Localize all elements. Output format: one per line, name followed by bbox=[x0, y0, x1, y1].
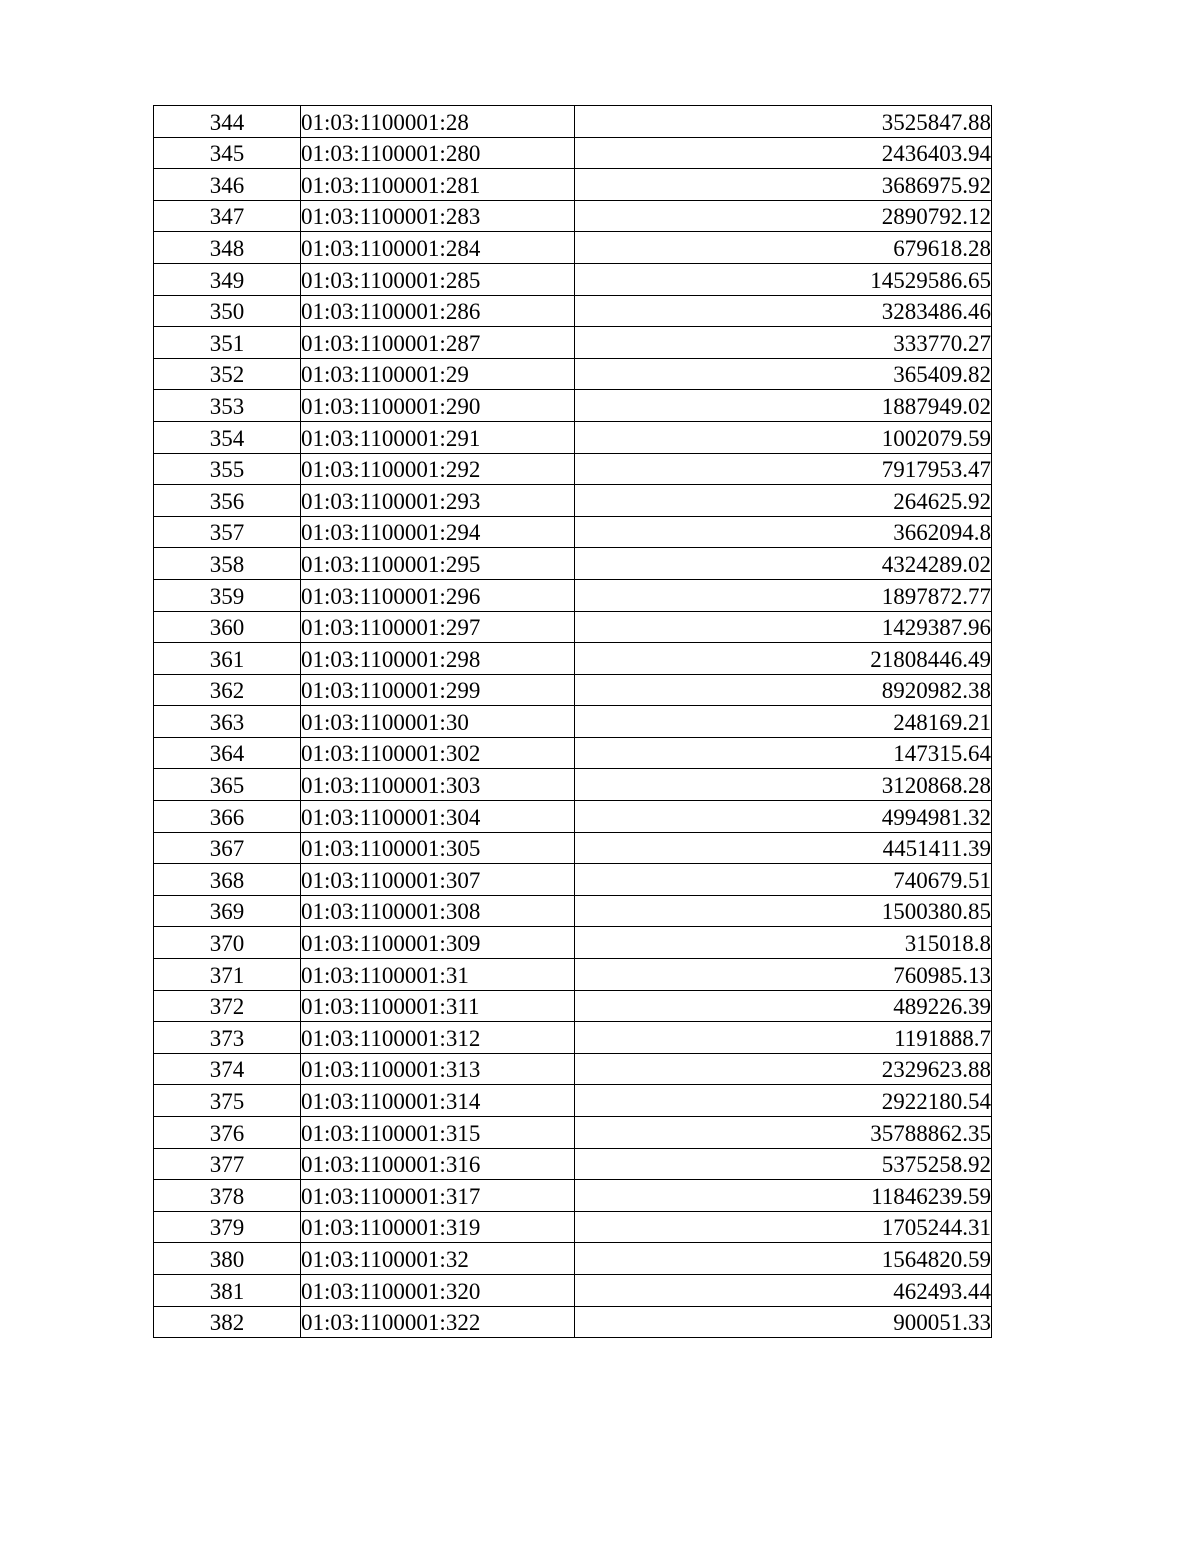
value-cell: 4994981.32 bbox=[575, 801, 992, 833]
cadastral-id-cell: 01:03:1100001:287 bbox=[301, 327, 575, 359]
row-number-cell: 353 bbox=[154, 390, 301, 422]
value-cell: 315018.8 bbox=[575, 927, 992, 959]
table-row bbox=[154, 390, 992, 422]
table-row bbox=[154, 1053, 992, 1085]
row-number-cell: 349 bbox=[154, 263, 301, 295]
table-row bbox=[154, 927, 992, 959]
value-cell: 3686975.92 bbox=[575, 169, 992, 201]
row-number-cell: 348 bbox=[154, 232, 301, 264]
value-cell: 679618.28 bbox=[575, 232, 992, 264]
row-number-cell: 362 bbox=[154, 674, 301, 706]
row-number-cell: 373 bbox=[154, 1022, 301, 1054]
cadastral-id-cell: 01:03:1100001:283 bbox=[301, 200, 575, 232]
cadastral-id-cell: 01:03:1100001:32 bbox=[301, 1243, 575, 1275]
cadastral-id-cell: 01:03:1100001:319 bbox=[301, 1211, 575, 1243]
table-body bbox=[154, 106, 992, 1338]
cadastral-id-cell: 01:03:1100001:280 bbox=[301, 137, 575, 169]
row-number-cell: 365 bbox=[154, 769, 301, 801]
cadastral-id-cell: 01:03:1100001:29 bbox=[301, 358, 575, 390]
cadastral-id-cell: 01:03:1100001:293 bbox=[301, 485, 575, 517]
row-number-cell: 359 bbox=[154, 579, 301, 611]
value-cell: 264625.92 bbox=[575, 485, 992, 517]
cadastral-id-cell: 01:03:1100001:290 bbox=[301, 390, 575, 422]
cadastral-id-cell: 01:03:1100001:295 bbox=[301, 548, 575, 580]
row-number-cell: 374 bbox=[154, 1053, 301, 1085]
value-cell: 3525847.88 bbox=[575, 106, 992, 138]
table-row bbox=[154, 548, 992, 580]
value-cell: 1887949.02 bbox=[575, 390, 992, 422]
value-cell: 8920982.38 bbox=[575, 674, 992, 706]
table-row bbox=[154, 232, 992, 264]
value-cell: 365409.82 bbox=[575, 358, 992, 390]
row-number-cell: 367 bbox=[154, 832, 301, 864]
row-number-cell: 376 bbox=[154, 1117, 301, 1149]
row-number-cell: 354 bbox=[154, 421, 301, 453]
table-row bbox=[154, 137, 992, 169]
value-cell: 3283486.46 bbox=[575, 295, 992, 327]
row-number-cell: 366 bbox=[154, 801, 301, 833]
value-cell: 147315.64 bbox=[575, 737, 992, 769]
value-cell: 3120868.28 bbox=[575, 769, 992, 801]
table-row bbox=[154, 1274, 992, 1306]
table-row bbox=[154, 769, 992, 801]
table-row bbox=[154, 579, 992, 611]
row-number-cell: 368 bbox=[154, 864, 301, 896]
row-number-cell: 357 bbox=[154, 516, 301, 548]
row-number-cell: 370 bbox=[154, 927, 301, 959]
cadastral-id-cell: 01:03:1100001:315 bbox=[301, 1117, 575, 1149]
value-cell: 2329623.88 bbox=[575, 1053, 992, 1085]
cadastral-id-cell: 01:03:1100001:28 bbox=[301, 106, 575, 138]
table-row bbox=[154, 295, 992, 327]
cadastral-id-cell: 01:03:1100001:305 bbox=[301, 832, 575, 864]
cadastral-id-cell: 01:03:1100001:320 bbox=[301, 1274, 575, 1306]
row-number-cell: 381 bbox=[154, 1274, 301, 1306]
row-number-cell: 369 bbox=[154, 895, 301, 927]
value-cell: 1897872.77 bbox=[575, 579, 992, 611]
table-row bbox=[154, 485, 992, 517]
cadastral-id-cell: 01:03:1100001:309 bbox=[301, 927, 575, 959]
value-cell: 1500380.85 bbox=[575, 895, 992, 927]
cadastral-id-cell: 01:03:1100001:292 bbox=[301, 453, 575, 485]
table-row bbox=[154, 200, 992, 232]
cadastral-id-cell: 01:03:1100001:302 bbox=[301, 737, 575, 769]
table-row bbox=[154, 1022, 992, 1054]
value-cell: 1564820.59 bbox=[575, 1243, 992, 1275]
row-number-cell: 355 bbox=[154, 453, 301, 485]
value-cell: 4324289.02 bbox=[575, 548, 992, 580]
row-number-cell: 352 bbox=[154, 358, 301, 390]
row-number-cell: 363 bbox=[154, 706, 301, 738]
data-table bbox=[153, 105, 992, 1338]
value-cell: 760985.13 bbox=[575, 959, 992, 991]
row-number-cell: 347 bbox=[154, 200, 301, 232]
table-row bbox=[154, 421, 992, 453]
table-row bbox=[154, 1243, 992, 1275]
value-cell: 7917953.47 bbox=[575, 453, 992, 485]
value-cell: 740679.51 bbox=[575, 864, 992, 896]
table-row bbox=[154, 864, 992, 896]
table-row bbox=[154, 1148, 992, 1180]
cadastral-id-cell: 01:03:1100001:307 bbox=[301, 864, 575, 896]
value-cell: 11846239.59 bbox=[575, 1180, 992, 1212]
cadastral-id-cell: 01:03:1100001:322 bbox=[301, 1306, 575, 1338]
cadastral-id-cell: 01:03:1100001:291 bbox=[301, 421, 575, 453]
table-row bbox=[154, 453, 992, 485]
row-number-cell: 379 bbox=[154, 1211, 301, 1243]
value-cell: 2890792.12 bbox=[575, 200, 992, 232]
table-row bbox=[154, 327, 992, 359]
table-row bbox=[154, 706, 992, 738]
cadastral-id-cell: 01:03:1100001:281 bbox=[301, 169, 575, 201]
table-row bbox=[154, 611, 992, 643]
value-cell: 248169.21 bbox=[575, 706, 992, 738]
value-cell: 2922180.54 bbox=[575, 1085, 992, 1117]
table-row bbox=[154, 801, 992, 833]
value-cell: 1191888.7 bbox=[575, 1022, 992, 1054]
row-number-cell: 360 bbox=[154, 611, 301, 643]
value-cell: 462493.44 bbox=[575, 1274, 992, 1306]
row-number-cell: 382 bbox=[154, 1306, 301, 1338]
table-row bbox=[154, 832, 992, 864]
value-cell: 3662094.8 bbox=[575, 516, 992, 548]
cadastral-id-cell: 01:03:1100001:298 bbox=[301, 643, 575, 675]
cadastral-id-cell: 01:03:1100001:304 bbox=[301, 801, 575, 833]
cadastral-id-cell: 01:03:1100001:314 bbox=[301, 1085, 575, 1117]
row-number-cell: 378 bbox=[154, 1180, 301, 1212]
value-cell: 900051.33 bbox=[575, 1306, 992, 1338]
cadastral-id-cell: 01:03:1100001:311 bbox=[301, 990, 575, 1022]
row-number-cell: 356 bbox=[154, 485, 301, 517]
cadastral-id-cell: 01:03:1100001:285 bbox=[301, 263, 575, 295]
row-number-cell: 361 bbox=[154, 643, 301, 675]
value-cell: 333770.27 bbox=[575, 327, 992, 359]
table-row bbox=[154, 1117, 992, 1149]
table-row bbox=[154, 674, 992, 706]
row-number-cell: 344 bbox=[154, 106, 301, 138]
row-number-cell: 372 bbox=[154, 990, 301, 1022]
cadastral-id-cell: 01:03:1100001:313 bbox=[301, 1053, 575, 1085]
cadastral-id-cell: 01:03:1100001:308 bbox=[301, 895, 575, 927]
value-cell: 21808446.49 bbox=[575, 643, 992, 675]
cadastral-id-cell: 01:03:1100001:312 bbox=[301, 1022, 575, 1054]
cadastral-id-cell: 01:03:1100001:30 bbox=[301, 706, 575, 738]
table-row bbox=[154, 737, 992, 769]
cadastral-id-cell: 01:03:1100001:294 bbox=[301, 516, 575, 548]
value-cell: 35788862.35 bbox=[575, 1117, 992, 1149]
row-number-cell: 371 bbox=[154, 959, 301, 991]
cadastral-id-cell: 01:03:1100001:284 bbox=[301, 232, 575, 264]
cadastral-id-cell: 01:03:1100001:31 bbox=[301, 959, 575, 991]
table-row bbox=[154, 106, 992, 138]
value-cell: 5375258.92 bbox=[575, 1148, 992, 1180]
row-number-cell: 350 bbox=[154, 295, 301, 327]
row-number-cell: 346 bbox=[154, 169, 301, 201]
table-row bbox=[154, 263, 992, 295]
cadastral-id-cell: 01:03:1100001:303 bbox=[301, 769, 575, 801]
row-number-cell: 375 bbox=[154, 1085, 301, 1117]
value-cell: 1002079.59 bbox=[575, 421, 992, 453]
row-number-cell: 377 bbox=[154, 1148, 301, 1180]
value-cell: 1429387.96 bbox=[575, 611, 992, 643]
row-number-cell: 380 bbox=[154, 1243, 301, 1275]
table-row bbox=[154, 643, 992, 675]
value-cell: 489226.39 bbox=[575, 990, 992, 1022]
cadastral-id-cell: 01:03:1100001:296 bbox=[301, 579, 575, 611]
table-row bbox=[154, 1306, 992, 1338]
cadastral-id-cell: 01:03:1100001:297 bbox=[301, 611, 575, 643]
table-row bbox=[154, 1211, 992, 1243]
row-number-cell: 364 bbox=[154, 737, 301, 769]
table-row bbox=[154, 358, 992, 390]
row-number-cell: 358 bbox=[154, 548, 301, 580]
cadastral-id-cell: 01:03:1100001:286 bbox=[301, 295, 575, 327]
table-row bbox=[154, 895, 992, 927]
row-number-cell: 345 bbox=[154, 137, 301, 169]
cadastral-id-cell: 01:03:1100001:299 bbox=[301, 674, 575, 706]
cadastral-id-cell: 01:03:1100001:317 bbox=[301, 1180, 575, 1212]
table-row bbox=[154, 990, 992, 1022]
table-row bbox=[154, 516, 992, 548]
table-row bbox=[154, 1180, 992, 1212]
value-cell: 14529586.65 bbox=[575, 263, 992, 295]
table-row bbox=[154, 169, 992, 201]
cadastral-id-cell: 01:03:1100001:316 bbox=[301, 1148, 575, 1180]
value-cell: 2436403.94 bbox=[575, 137, 992, 169]
value-cell: 1705244.31 bbox=[575, 1211, 992, 1243]
table-row bbox=[154, 1085, 992, 1117]
table-row bbox=[154, 959, 992, 991]
value-cell: 4451411.39 bbox=[575, 832, 992, 864]
row-number-cell: 351 bbox=[154, 327, 301, 359]
